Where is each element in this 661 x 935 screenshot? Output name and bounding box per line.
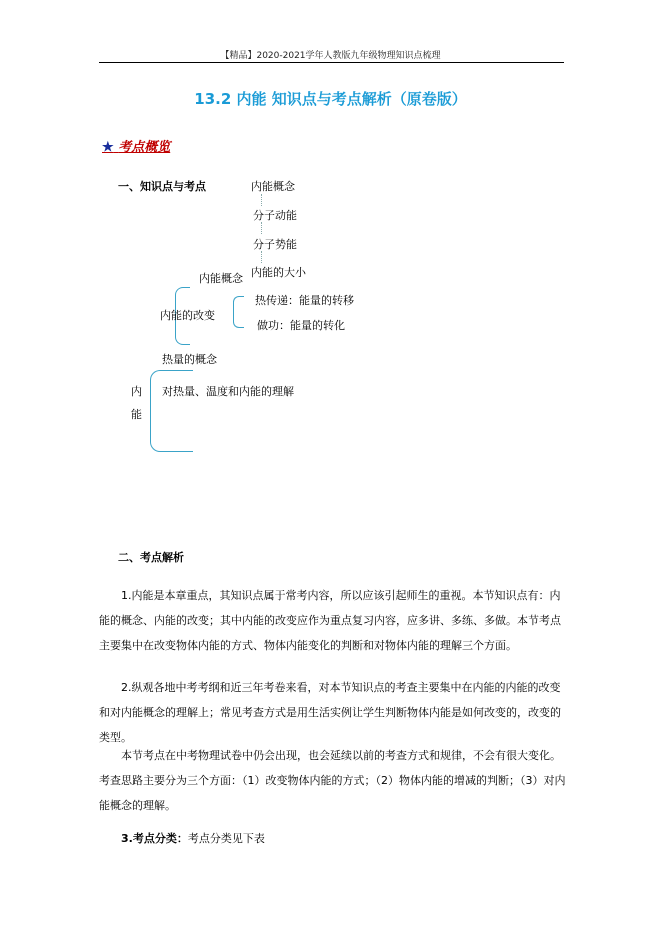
connector-line: [261, 222, 262, 234]
section1-heading: 一、知识点与考点: [118, 180, 206, 193]
overview-heading-text: 考点概览: [118, 140, 171, 155]
section2-heading: 二、考点解析: [118, 551, 184, 564]
classification-line: [121, 830, 265, 846]
star-icon: ★: [102, 140, 114, 155]
brace-change-methods: [233, 296, 244, 328]
header-rule: [99, 62, 564, 63]
classification-text: 考点分类见下表: [187, 832, 265, 845]
connector-line: [261, 251, 262, 263]
paragraph-1: 1.内能是本章重点，其知识点属于常考内容，所以应该引起师生的重视。本节知识点有：内能的概念、内能的改变；其中内能的改变应作为重点复习内容，应多讲、多练、多做。本节考点主要集中在改变物体内能的方式、物体内能变化的判断和对物体内能的理解三个方面。: [99, 589, 561, 652]
node-molecular-kinetic: 分子动能: [253, 209, 297, 222]
node-heat-concept: 热量的概念: [162, 353, 217, 366]
page-title: 13.2 内能 知识点与考点解析（原卷版）: [194, 90, 467, 108]
page-header: 【精品】2020-2021学年人教版九年级物理知识点梳理: [220, 51, 441, 61]
node-molecular-potential: 分子势能: [253, 238, 297, 251]
classification-label: 3.考点分类：: [121, 832, 188, 845]
node-heat-transfer: 热传递：能量的转移: [255, 294, 354, 307]
overview-heading: [102, 136, 170, 155]
node-concept: 内能概念: [251, 180, 295, 193]
node-root: 内能: [131, 385, 142, 421]
node-work: 做功：能量的转化: [257, 319, 345, 332]
connector-line: [261, 194, 262, 206]
paragraph-3: 本节考点在中考物理试卷中仍会出现，也会延续以前的考查方式和规律，不会有很大变化。考查思路主要分为三个方面：（1）改变物体内能的方式；（2）物体内能的增减的判断；（3）对内能概念的理解。: [99, 749, 566, 812]
node-understanding: 对热量、温度和内能的理解: [162, 385, 294, 398]
node-internal-energy-change: 内能的改变: [160, 309, 215, 322]
node-internal-energy-size: 内能的大小: [251, 266, 306, 279]
node-change-group: 内能概念: [199, 272, 243, 285]
paragraph-2: 2.纵观各地中考考纲和近三年考卷来看，对本节知识点的考查主要集中在内能的内能的改变和对内能概念的理解上；常见考查方式是用生活实例让学生判断物体内能是如何改变的，改变的类型。: [99, 681, 561, 744]
